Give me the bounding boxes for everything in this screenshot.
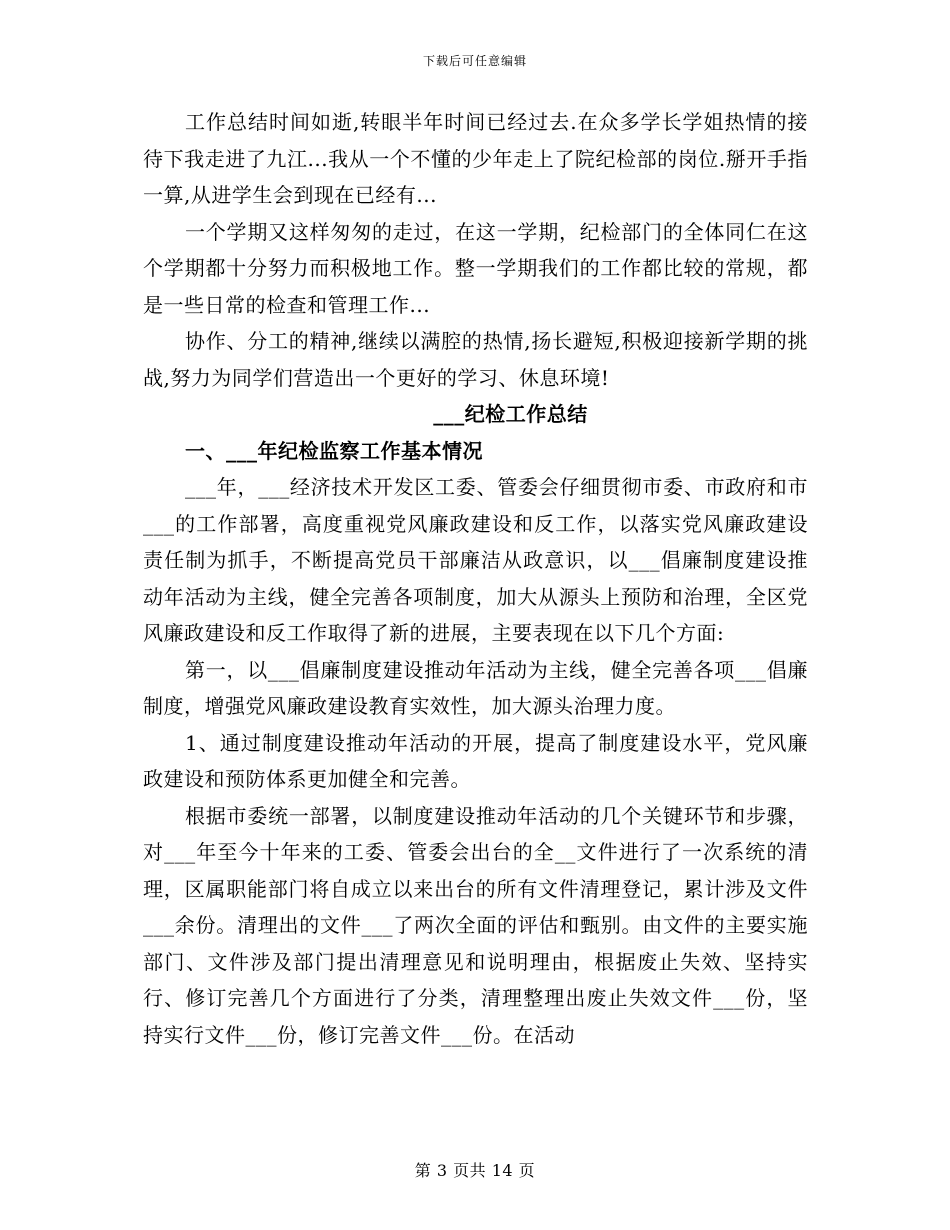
page-header: 下载后可任意编辑 — [422, 54, 527, 68]
body-paragraph-4: 根据市委统一部署，以制度建设推动年活动的几个关键环节和步骤，对___年至今十年来的工委、管委会出台的全__文件进行了一次系统的清理，区属职能部门将自成立以来出台的所有文件清理登记，累计涉及文件___余份。清理出的文件___了两次全面的评估和甄别。由文件的主要实施部门、文件涉及部门提出清理意见和说明理由，根据废止失效、坚持实行、修订完善几个方面进行了分类，清理整理出废止失效文件___份，坚持实行文件___份，修订完善文件___份。在活动 — [143, 803, 808, 1047]
document-body — [143, 104, 808, 1053]
body-paragraph-2: 第一，以___倡廉制度建设推动年活动为主线，健全完善各项___倡廉制度，增强党风廉政建设教育实效性，加大源头治理力度。 — [143, 657, 808, 718]
document-title: ___纪检工作总结 — [433, 402, 588, 426]
page-footer: 第 3 页共 14 页 — [414, 1161, 536, 1180]
intro-paragraph-2: 一个学期又这样匆匆的走过，在这一学期，纪检部门的全体同仁在这个学期都十分努力而积极地工作。整一学期我们的工作都比较的常规，都是一些日常的检查和管理工作... — [143, 219, 808, 317]
body-paragraph-3: 1、通过制度建设推动年活动的开展，提高了制度建设水平，党风廉政建设和预防体系更加健全和完善。 — [143, 730, 808, 791]
section-heading: 一、___年纪检监察工作基本情况 — [185, 438, 483, 463]
intro-paragraph-3: 协作、分工的精神,继续以满腔的热情,扬长避短,积极迎接新学期的挑战,努力为同学们营造出一个更好的学习、休息环境! — [143, 329, 808, 390]
intro-paragraph-1: 工作总结时间如逝,转眼半年时间已经过去.在众多学长学姐热情的接待下我走进了九江...我从一个不懂的少年走上了院纪检部的岗位.掰开手指一算,从进学生会到现在已经有... — [143, 110, 808, 207]
body-paragraph-1: ___年，___经济技术开发区工委、管委会仔细贯彻市委、市政府和市___的工作部署，高度重视党风廉政建设和反工作，以落实党风廉政建设责任制为抓手，不断提高党员干部廉洁从政意识，以___倡廉制度建设推动年活动为主线，健全完善各项制度，加大从源头上预防和治理，全区党风廉政建设和反工作取得了新的进展，主要表现在以下几个方面: — [143, 475, 808, 645]
